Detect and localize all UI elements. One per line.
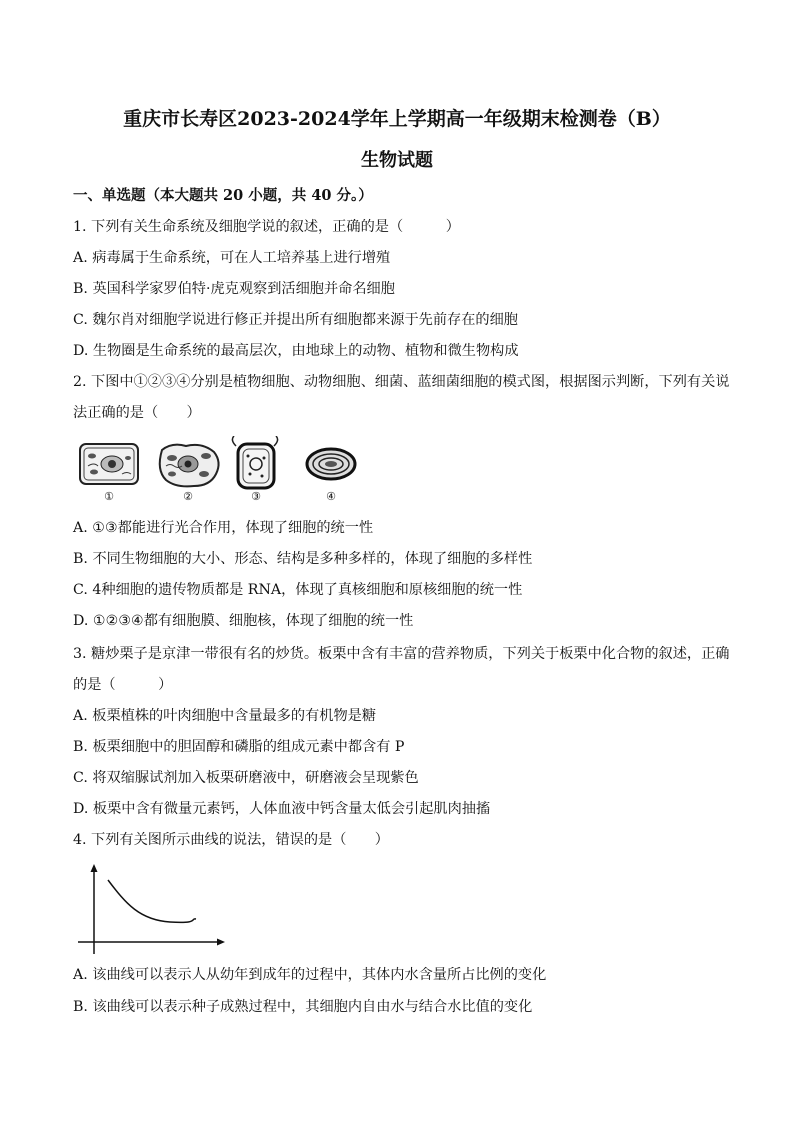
cyanobacterium-diagram (307, 449, 355, 479)
q1-option-a: A. 病毒属于生命系统，可在人工培养基上进行增殖 (73, 250, 391, 266)
q2-option-d: D. ①②③④都有细胞膜、细胞核，体现了细胞的统一性 (73, 613, 414, 629)
cell-diagrams-figure (76, 436, 366, 508)
q1-stem: 1. 下列有关生命系统及细胞学说的叙述，正确的是（ ） (73, 219, 460, 235)
exam-subtitle: 生物试题 (361, 150, 433, 171)
figure-label-2: ② (183, 490, 193, 503)
q1-option-c: C. 魏尔肖对细胞学说进行修正并提出所有细胞都来源于先前存在的细胞 (73, 312, 518, 328)
q2-stem-line1: 2. 下图中①②③④分别是植物细胞、动物细胞、细菌、蓝细菌细胞的模式图，根据图示判断，下列有关说 (73, 374, 730, 390)
q3-stem-line1: 3. 糖炒栗子是京津一带很有名的炒货。板栗中含有丰富的营养物质，下列关于板栗中化合物的叙述，正确 (73, 646, 730, 662)
section-heading: 一、单选题（本大题共 20 小题，共 40 分。） (73, 187, 373, 204)
decreasing-curve (108, 880, 196, 922)
q1-option-d: D. 生物圈是生命系统的最高层次，由地球上的动物、植物和微生物构成 (73, 343, 519, 359)
figure-label-1: ① (104, 490, 114, 503)
q3-option-b: B. 板栗细胞中的胆固醇和磷脂的组成元素中都含有 P (73, 739, 405, 755)
q3-stem-line2: 的是（ ） (73, 677, 173, 693)
q2-option-a: A. ①③都能进行光合作用，体现了细胞的统一性 (73, 520, 374, 536)
plant-cell-diagram (80, 444, 138, 484)
q4-stem: 4. 下列有关图所示曲线的说法，错误的是（ ） (73, 832, 389, 848)
exam-title: 重庆市长寿区2023-2024学年上学期高一年级期末检测卷（B） (123, 108, 671, 130)
figure-label-4: ④ (326, 490, 336, 503)
animal-cell-diagram (160, 445, 219, 487)
curve-figure (74, 862, 229, 957)
q2-stem-line2: 法正确的是（ ） (73, 405, 201, 421)
q4-option-a: A. 该曲线可以表示人从幼年到成年的过程中，其体内水含量所占比例的变化 (73, 967, 547, 983)
q3-option-d: D. 板栗中含有微量元素钙，人体血液中钙含量太低会引起肌肉抽搐 (73, 801, 491, 817)
figure-label-3: ③ (251, 490, 261, 503)
q2-option-b: B. 不同生物细胞的大小、形态、结构是多种多样的，体现了细胞的多样性 (73, 551, 533, 567)
curve-svg (74, 862, 229, 957)
x-axis-arrow (217, 939, 225, 946)
q3-option-a: A. 板栗植株的叶肉细胞中含量最多的有机物是糖 (73, 708, 377, 724)
y-axis-arrow (91, 864, 98, 872)
q3-option-c: C. 将双缩脲试剂加入板栗研磨液中，研磨液会呈现紫色 (73, 770, 419, 786)
q4-option-b: B. 该曲线可以表示种子成熟过程中，其细胞内自由水与结合水比值的变化 (73, 999, 533, 1015)
q1-option-b: B. 英国科学家罗伯特·虎克观察到活细胞并命名细胞 (73, 281, 395, 297)
q2-option-c: C. 4种细胞的遗传物质都是 RNA，体现了真核细胞和原核细胞的统一性 (73, 582, 523, 598)
bacterium-diagram (232, 436, 277, 488)
